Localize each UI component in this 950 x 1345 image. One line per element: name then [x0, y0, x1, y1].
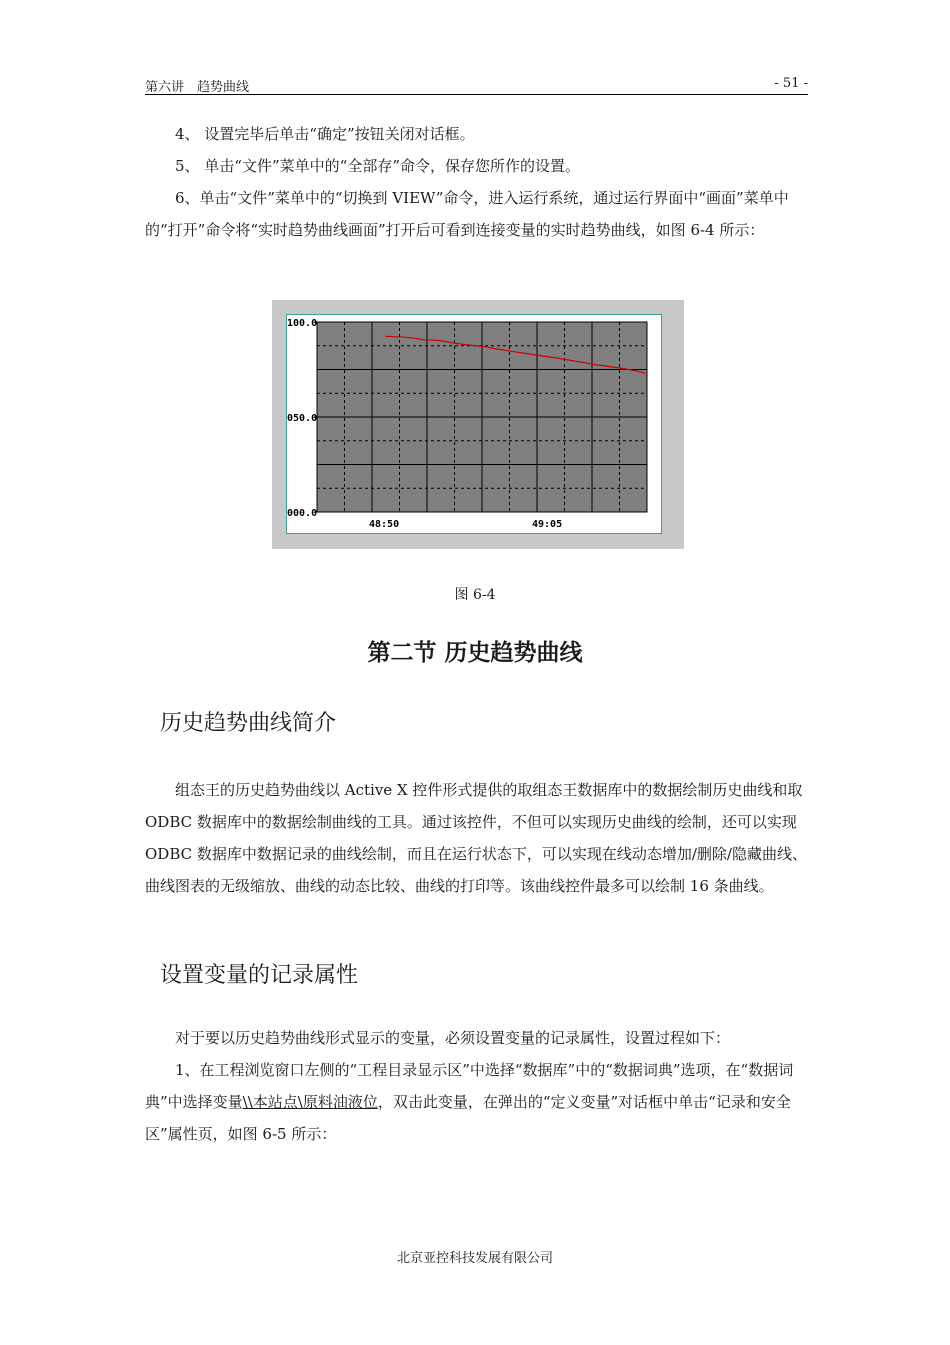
- figure-caption: 图 6-4: [454, 587, 496, 603]
- footer-company: 北京亚控科技发展有限公司: [396, 1251, 553, 1266]
- x-tick-label-4905: 49:05: [532, 519, 563, 530]
- record-step-1-text-b: ，双击此变量，在弹出的“定义变量”对话框中单击“记录和安全区”属性页，如图 6-5 所示：: [145, 1093, 791, 1143]
- trend-panel: [286, 314, 662, 534]
- record-step-1: [145, 1054, 808, 1150]
- subheading-intro: 历史趋势曲线简介: [160, 711, 337, 736]
- trend-chart: [287, 315, 661, 533]
- y-tick-label-0: 000.0: [287, 508, 318, 519]
- realtime-trend-figure: [272, 300, 684, 549]
- variable-path-link[interactable]: \\本站点\原料油液位: [242, 1093, 378, 1111]
- record-intro-paragraph: 对于要以历史趋势曲线形式显示的变量，必须设置变量的记录属性，设置过程如下：: [175, 1029, 731, 1047]
- record-step-1-text-a: 1、在工程浏览窗口左侧的“工程目录显示区”中选择“数据库”中的“数据词典”选项，在“数据词典”中选择变量: [145, 1061, 794, 1111]
- step-4: 4、 设置完毕后单击“确定”按钮关闭对话框。: [175, 125, 475, 143]
- y-tick-label-100: 100.0: [287, 318, 318, 329]
- header-chapter: 第六讲 趋势曲线: [145, 80, 250, 95]
- step-5: 5、 单击“文件”菜单中的“全部存”命令，保存您所作的设置。: [175, 157, 580, 175]
- section-title: 第二节 历史趋势曲线: [367, 640, 583, 666]
- x-tick-label-4850: 48:50: [369, 519, 400, 530]
- y-tick-label-50: 050.0: [287, 413, 318, 424]
- header-page-number: - 51 -: [774, 76, 808, 91]
- step-6: 6、单击“文件”菜单中的“切换到 VIEW”命令，进入运行系统，通过运行界面中“画面”菜单中的“打开”命令将“实时趋势曲线画面”打开后可看到连接变量的实时趋势曲线，如图 6-4 所示：: [145, 189, 789, 239]
- page-header: [145, 74, 808, 95]
- subheading-record-attr: 设置变量的记录属性: [160, 963, 359, 988]
- intro-paragraph: 组态王的历史趋势曲线以 Active X 控件形式提供的取组态王数据库中的数据绘制历史曲线和取 ODBC 数据库中的数据绘制曲线的工具。通过该控件，不但可以实现历史曲线的绘制，还可以实现 ODBC 数据库中数据记录的曲线绘制，而且在运行状态下，可以实现在线动态增加/删除/隐藏曲线、曲线图表的无级缩放、曲线的动态比较、曲线的打印等。该曲线控件最多可以绘制 16 条曲线。: [145, 781, 807, 895]
